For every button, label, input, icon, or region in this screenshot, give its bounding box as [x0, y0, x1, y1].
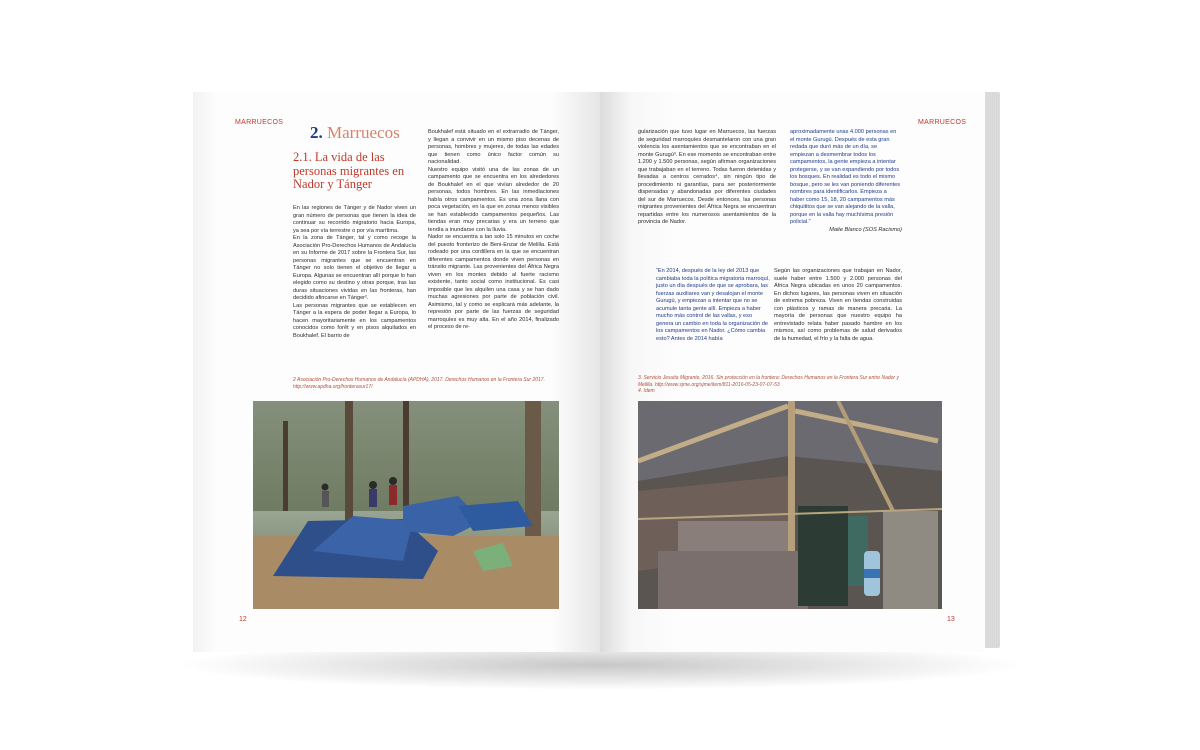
- page-stack-edge: [984, 92, 1000, 648]
- chapter-title: Marruecos: [327, 123, 400, 142]
- text-column-1: gularización que tuvo lugar en Marruecos, las fuerzas de seguridad marroquíes desmantelaron con una gran violencia los asentamientos que se encontraban en el monte Gurugú³. En ese momento se encontraban entre 1.200 y 1.500 personas, según afirman organizaciones que trabajaban en el terreno. Todas fueron detenidas y llevadas a centros cerrados⁴, sin ningún tipo de procedimiento ni garantías, para ser posteriormente dispersadas y abandonadas por diferentes ciudades del sur de Marruecos. Desde entonces, las personas migrantes provenientes del África Negra se encuentran repartidas entre los numerosos asentamientos de la provincia de Nador.: [638, 129, 776, 225]
- footnotes: [638, 375, 903, 395]
- forest-camp-image: [253, 401, 559, 609]
- quote-text: aproximadamente unas 4.000 personas en el monte Gurugú. Después de esta gran redada que duró más de un día, se empiezan a desmembrar todos los campamentos, la gente empieza a intentar protegerse, y se van expandiendo por todos los bosques. En realidad es todo el mismo bosque, pero se les van poniendo diferentes nombres para identificarlos. Empieza a haber como 15, 18, 20 campamentos más chiquititos que se van alejando de la valla, porque en la valla hay muchísima presión policial.”: [790, 129, 901, 225]
- text-column-1: [293, 205, 416, 340]
- pull-quote-continued: [790, 129, 902, 234]
- running-head: MARRUECOS: [918, 119, 967, 126]
- paragraph: Las personas migrantes que se establecen en Tánger a la espera de poder llegar a Europa, lo hacen mayoritariamente en los campamentos conocidos como forêt y en pisos alquilados en Boukhalef. El barrio de: [293, 302, 416, 339]
- pull-quote: “En 2014, después de la ley del 2013 que cambiaba toda la política migratoria marroquí, justo un día después de que se aprobara, las fuerzas auxiliares van y desalojan el monte Gurugú, y empiezan a intentar que no se acumule tanta gente allí. Empieza a haber mucho más control de las vallas, y eso genera un cambio en toda la organización de los campamentos en Nador. ¿Cómo cambia esto? Antes de 2014 había: [656, 268, 770, 342]
- chapter-number: 2.: [310, 123, 323, 142]
- paragraph: En las regiones de Tánger y de Nador viven un gran número de personas que tienen la idea de continuar su recorrido migratorio hacia Europa, ya sea por vía terrestre o por vía marítima.: [293, 205, 416, 234]
- paragraph: En la zona de Tánger, tal y como recoge la Asociación Pro-Derechos Humanos de Andalucía en su Informe de 2017 sobre la Frontera Sur, las personas migrantes que se encuentran en Tánger no solo tienen el objetivo de llegar a Europa. Algunas se encuentran allí porque lo han elegido como su destino y otras porque, tras las duras situaciones vividas en las fronteras, han decidido afincarse en Tánger².: [293, 235, 416, 301]
- camp-tents-photo: [253, 401, 559, 609]
- right-page: [600, 92, 985, 652]
- paragraph: Nuestro equipo visitó una de las zonas de un campamento que se encuentra en los alrededores de Boukhalef en el que vivían alrededor de 20 personas, todos hombres. En las inmediaciones había otros campamentos. Es una zona llana con poca vegetación, en la que en zonas menos visibles se han establecido campamentos pequeños. Las tiendas eran muy precarias y era un terreno que tendía a inundarse con la lluvia.: [428, 166, 559, 233]
- footnote: 4. Idem: [638, 388, 655, 394]
- text-column-2: [428, 129, 559, 332]
- section-title: 2.1. La vida de las personas migrantes en Nador y Tánger: [293, 150, 405, 191]
- paragraph: Nador se encuentra a tan solo 15 minutos en coche del puesto fronterizo de Beni-Enzar de Melilla. Está rodeado por una cordillera en la que se encuentran diferentes campamentos donde viven personas en tránsito migrante. Las provenientes del África Negra viven en los montes debido al fuerte racismo existente, tanto social como institucional. Es casi imposible que les alquilen una casa y se han dado muchas agresiones por parte de población civil. Asimismo, tal y como se explicará más adelante, la represión por parte de las fuerzas de seguridad marroquíes es muy alta. En el año 2014, finalizado el proceso de re-: [428, 234, 559, 330]
- text-column-2: Según las organizaciones que trabajan en Nador, suele haber entre 1.500 y 2.000 personas del África Negra ubicadas en unos 20 campamentos. En dichos lugares, las personas viven en situación de extrema pobreza. Viven en tiendas construidas con plásticos y ramas de manera precaria. La mayoría de personas que nuestro equipo ha entrevistado relata haber pasado hambre en los mismos, así como problemas de salud derivados de la humedad, el frío y la falta de agua.: [774, 268, 902, 342]
- paragraph: Boukhalef está situado en el extrarradio de Tánger, y llegan a convivir en un mismo piso decenas de personas, hombres y mujeres, de todas las edades que tienen como único factor común su nacionalidad.: [428, 129, 559, 165]
- left-page: [193, 92, 600, 652]
- quote-author: Maite Blanco (SOS Racismo): [829, 226, 902, 233]
- footnote: 2 Asociación Pro-Derechos Humanos de Andalucía (APDHA), 2017. Derechos Humanos en la Frontera Sur 2017. http://www.apdha.org/fronterasur17/: [293, 377, 545, 390]
- chapter-heading: [310, 123, 400, 143]
- hut-interior-photo: [638, 401, 942, 609]
- footnote: 3. Servicio Jesuita Migrante, 2016. Sin protección en la frontera: Derechos Humanos en la Frontera Sur entre Nador y Melilla. http://www.sjme.org/sjme/item/811-2016-05-23-07-07-53: [638, 375, 899, 388]
- running-head: MARRUECOS: [235, 119, 284, 126]
- page-number: 13: [947, 616, 955, 623]
- makeshift-hut-image: [638, 401, 942, 609]
- page-number: 12: [239, 616, 247, 623]
